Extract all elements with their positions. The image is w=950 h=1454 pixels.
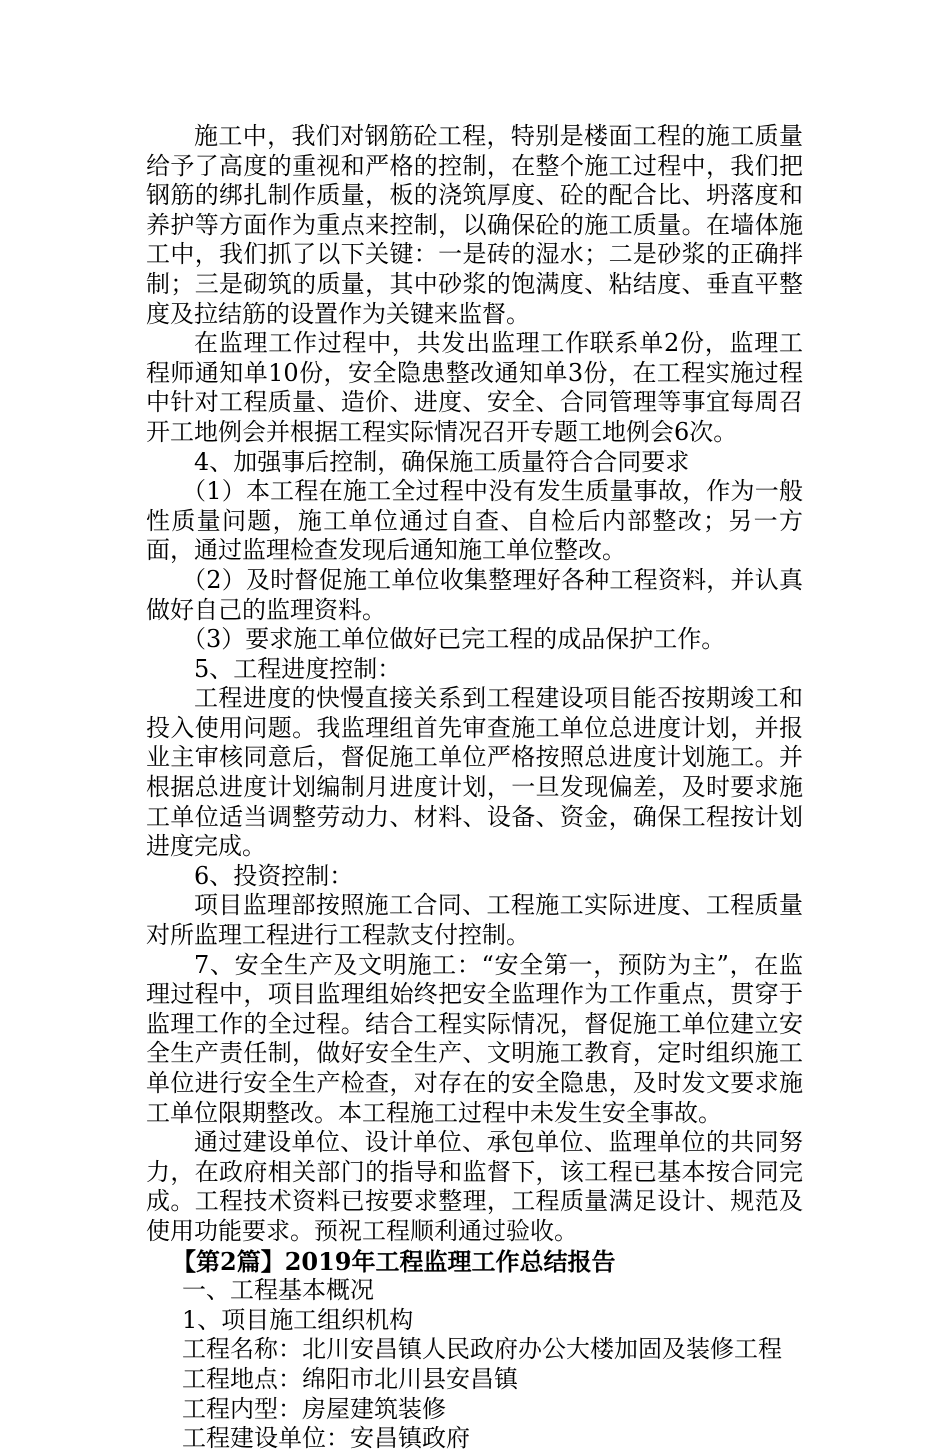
body-paragraph: （2）及时督促施工单位收集整理好各种工程资料，并认真做好自己的监理资料。 [146,565,803,624]
info-line: 工程内型：房屋建筑装修 [182,1394,446,1423]
body-paragraph: 施工中，我们对钢筋砼工程，特别是楼面工程的施工质量给予了高度的重视和严格的控制，在整个施工过程中，我们把钢筋的绑扎制作质量，板的浇筑厚度、砼的配合比、坍落度和养护等方面作为重点来控制，以确保砼的施工质量。在墙体施工中，我们抓了以下关键：一是砖的湿水；二是砂浆的正确拌制；三是砌筑的质量，其中砂浆的饱满度、粘结度、垂直平整度及拉结筋的设置作为关键来监督。 [146,122,803,328]
body-paragraph: （3）要求施工单位做好已完工程的成品保护工作。 [182,625,726,654]
body-paragraph: 项目监理部按照施工合同、工程施工实际进度、工程质量对所监理工程进行工程款支付控制。 [146,891,803,950]
section-heading: 6、投资控制： [194,861,354,890]
info-line: 工程名称：北川安昌镇人民政府办公大楼加固及装修工程 [182,1335,782,1364]
section-heading: 4、加强事后控制，确保施工质量符合合同要求 [194,447,690,476]
body-paragraph: （1）本工程在施工全过程中没有发生质量事故，作为一般性质量问题，施工单位通过自查、自检后内部整改；另一方面，通过监理检查发现后通知施工单位整改。 [146,477,803,565]
article-heading: 【第2篇】2019年工程监理工作总结报告 [172,1246,616,1276]
body-paragraph: 7、安全生产及文明施工：“安全第一，预防为主”，在监理过程中，项目监理组始终把安全监理作为工作重点，贯穿于监理工作的全过程。结合工程实际情况，督促施工单位建立安全生产责任制，做好安全生产、文明施工教育，定时组织施工单位进行安全生产检查，对存在的安全隐患，及时发文要求施工单位限期整改。本工程施工过程中未发生安全事故。 [146,950,803,1127]
body-paragraph: 通过建设单位、设计单位、承包单位、监理单位的共同努力，在政府相关部门的指导和监督下，该工程已基本按合同完成。工程技术资料已按要求整理，工程质量满足设计、规范及使用功能要求。预祝工程顺利通过验收。 [146,1128,803,1245]
info-line: 工程地点：绵阳市北川县安昌镇 [182,1364,518,1393]
info-line: 工程建设单位：安昌镇政府 [182,1424,470,1453]
body-paragraph: 在监理工作过程中，共发出监理工作联系单2份，监理工程师通知单10份，安全隐患整改通知单3份，在工程实施过程中针对工程质量、造价、进度、安全、合同管理等事宜每周召开工地例会并根据工程实际情况召开专题工地例会6次。 [146,329,803,446]
info-line: 1、项目施工组织机构 [182,1305,414,1334]
info-line: 一、工程基本概况 [182,1276,374,1305]
section-heading: 5、工程进度控制： [194,654,402,683]
body-paragraph: 工程进度的快慢直接关系到工程建设项目能否按期竣工和投入使用问题。我监理组首先审查施工单位总进度计划，并报业主审核同意后，督促施工单位严格按照总进度计划施工。并根据总进度计划编制月进度计划，一旦发现偏差，及时要求施工单位适当调整劳动力、材料、设备、资金，确保工程按计划进度完成。 [146,684,803,861]
